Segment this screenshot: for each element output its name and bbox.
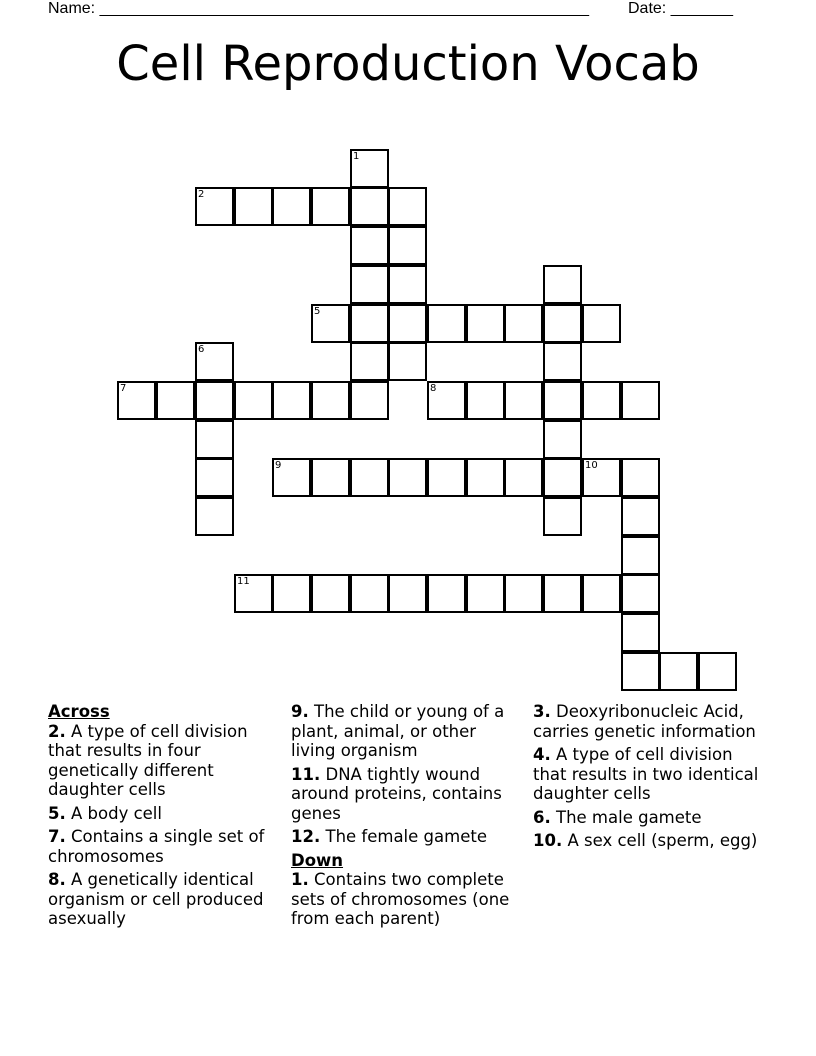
crossword-cell[interactable] xyxy=(117,381,156,420)
crossword-cell[interactable] xyxy=(427,381,466,420)
crossword-cell[interactable] xyxy=(388,226,427,265)
clue-number: 3. xyxy=(533,702,551,721)
crossword-cell[interactable] xyxy=(195,458,234,497)
clue-across-2 xyxy=(48,722,280,800)
crossword-cell[interactable] xyxy=(543,574,582,613)
crossword-cell[interactable] xyxy=(504,458,543,497)
clue-across-11 xyxy=(291,765,523,824)
crossword-cell[interactable] xyxy=(621,458,660,497)
cell-number: 2 xyxy=(198,189,205,200)
clue-down-1 xyxy=(291,870,523,929)
crossword-cell[interactable] xyxy=(195,187,234,226)
crossword-cell[interactable] xyxy=(543,304,582,343)
clue-text: A sex cell (sperm, egg) xyxy=(567,831,758,850)
crossword-cell[interactable] xyxy=(698,652,737,691)
clue-down-6 xyxy=(533,808,765,828)
crossword-cell[interactable] xyxy=(350,149,389,188)
clue-text: A type of cell division that results in two identical daughter cells xyxy=(533,745,759,803)
crossword-cell[interactable] xyxy=(543,265,582,304)
crossword-cell[interactable] xyxy=(195,342,234,381)
crossword-cell[interactable] xyxy=(543,420,582,459)
crossword-cell[interactable] xyxy=(504,304,543,343)
crossword-cell[interactable] xyxy=(272,458,311,497)
page-title: Cell Reproduction Vocab xyxy=(116,36,700,92)
crossword-cell[interactable] xyxy=(156,381,195,420)
crossword-cell[interactable] xyxy=(621,574,660,613)
clue-down-3 xyxy=(533,702,765,741)
crossword-cell[interactable] xyxy=(350,342,389,381)
crossword-cell[interactable] xyxy=(388,342,427,381)
clue-text: The male gamete xyxy=(556,807,702,827)
crossword-cell[interactable] xyxy=(543,458,582,497)
cell-number: 6 xyxy=(198,344,205,355)
clue-number: 4. xyxy=(533,745,551,764)
clue-number: 6. xyxy=(533,807,551,827)
crossword-cell[interactable] xyxy=(582,458,621,497)
crossword-cell[interactable] xyxy=(272,574,311,613)
clue-across-8 xyxy=(48,870,280,929)
crossword-cell[interactable] xyxy=(234,574,273,613)
cell-number: 7 xyxy=(120,383,127,394)
clue-number: 1. xyxy=(291,870,309,889)
crossword-cell[interactable] xyxy=(427,574,466,613)
clue-text: DNA tightly wound around proteins, contains genes xyxy=(291,764,502,823)
clue-number: 5. xyxy=(48,803,66,823)
crossword-cell[interactable] xyxy=(621,613,660,652)
crossword-cell[interactable] xyxy=(195,420,234,459)
crossword-cell[interactable] xyxy=(582,574,621,613)
clues-column-1 xyxy=(48,702,280,933)
crossword-cell[interactable] xyxy=(659,652,698,691)
down-heading: Down xyxy=(291,850,344,870)
crossword-cell[interactable] xyxy=(466,304,505,343)
crossword-cell[interactable] xyxy=(621,381,660,420)
clue-text: A type of cell division that results in four genetically different daughter cells xyxy=(48,721,248,799)
crossword-cell[interactable] xyxy=(272,381,311,420)
crossword-cell[interactable] xyxy=(466,458,505,497)
crossword-cell[interactable] xyxy=(350,574,389,613)
crossword-cell[interactable] xyxy=(466,381,505,420)
crossword-cell[interactable] xyxy=(272,187,311,226)
clue-text: Deoxyribonucleic Acid, carries genetic information xyxy=(533,702,756,741)
clue-across-7 xyxy=(48,827,280,866)
clue-text: Contains two complete sets of chromosomes (one from each parent) xyxy=(291,870,510,928)
date-line: Date: _______ xyxy=(628,0,733,17)
clue-down-4 xyxy=(533,745,765,804)
crossword-cell[interactable] xyxy=(543,497,582,536)
clue-across-12 xyxy=(291,827,523,847)
crossword-cell[interactable] xyxy=(350,381,389,420)
crossword-cell[interactable] xyxy=(427,458,466,497)
crossword-cell[interactable] xyxy=(350,265,389,304)
clue-number: 2. xyxy=(48,721,66,741)
clue-text: A body cell xyxy=(71,803,162,823)
crossword-cell[interactable] xyxy=(311,574,350,613)
crossword-cell[interactable] xyxy=(388,265,427,304)
crossword-cell[interactable] xyxy=(350,226,389,265)
clue-number: 12. xyxy=(291,827,321,846)
crossword-cell[interactable] xyxy=(543,342,582,381)
clue-number: 8. xyxy=(48,870,66,889)
crossword-cell[interactable] xyxy=(195,497,234,536)
crossword-cell[interactable] xyxy=(427,304,466,343)
crossword-cell[interactable] xyxy=(582,304,621,343)
crossword-cell[interactable] xyxy=(388,458,427,497)
crossword-cell[interactable] xyxy=(504,381,543,420)
cell-number: 5 xyxy=(314,306,321,317)
cell-number: 1 xyxy=(353,151,360,162)
crossword-cell[interactable] xyxy=(311,187,350,226)
crossword-cell[interactable] xyxy=(621,652,660,691)
clues-column-3 xyxy=(533,702,765,855)
clue-number: 10. xyxy=(533,831,563,850)
crossword-cell[interactable] xyxy=(388,187,427,226)
crossword-cell[interactable] xyxy=(311,458,350,497)
clue-number: 11. xyxy=(291,764,321,784)
clue-down-10 xyxy=(533,831,765,851)
cell-number: 11 xyxy=(237,576,250,587)
clue-text: Contains a single set of chromosomes xyxy=(48,827,265,866)
clue-number: 9. xyxy=(291,702,309,721)
crossword-cell[interactable] xyxy=(621,497,660,536)
crossword-cell[interactable] xyxy=(388,574,427,613)
clues-column-2 xyxy=(291,702,523,933)
crossword-cell[interactable] xyxy=(350,458,389,497)
clue-text: The female gamete xyxy=(325,827,487,846)
crossword-cell[interactable] xyxy=(311,304,350,343)
across-heading: Across xyxy=(48,702,110,721)
crossword-cell[interactable] xyxy=(234,187,273,226)
cell-number: 8 xyxy=(430,383,437,394)
clue-number: 7. xyxy=(48,827,66,846)
name-line: Name: _______________________________________________________ xyxy=(48,0,589,17)
crossword-cell[interactable] xyxy=(311,381,350,420)
crossword-cell[interactable] xyxy=(543,381,582,420)
clue-text: A genetically identical organism or cell produced asexually xyxy=(48,870,264,928)
crossword-cell[interactable] xyxy=(466,574,505,613)
clue-across-5 xyxy=(48,804,280,824)
cell-number: 10 xyxy=(585,460,598,471)
crossword-cell[interactable] xyxy=(582,381,621,420)
crossword-cell[interactable] xyxy=(350,187,389,226)
cell-number: 9 xyxy=(275,460,282,471)
crossword-cell[interactable] xyxy=(621,536,660,575)
crossword-cell[interactable] xyxy=(234,381,273,420)
clue-text: The child or young of a plant, animal, or other living organism xyxy=(291,702,505,760)
crossword-cell[interactable] xyxy=(504,574,543,613)
crossword-cell[interactable] xyxy=(195,381,234,420)
crossword-cell[interactable] xyxy=(388,304,427,343)
crossword-cell[interactable] xyxy=(350,304,389,343)
clue-across-9 xyxy=(291,702,523,761)
